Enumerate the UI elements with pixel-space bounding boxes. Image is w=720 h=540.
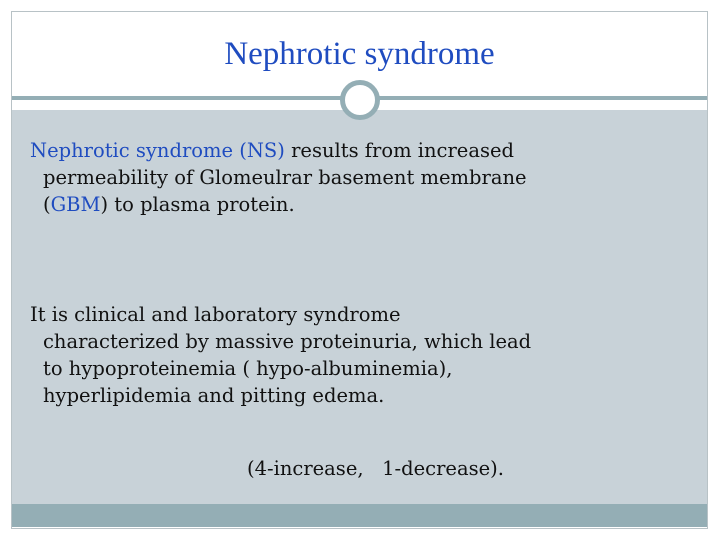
paragraph-line: characterized by massive proteinuria, which lead bbox=[43, 330, 532, 353]
paragraph-line: hyperlipidemia and pitting edema. bbox=[43, 384, 385, 407]
paragraph-description bbox=[30, 301, 680, 409]
abbreviation-highlight: GBM bbox=[50, 193, 101, 216]
term-highlight: Nephrotic syndrome (NS) bbox=[30, 139, 285, 162]
paragraph-line: permeability of Glomeulrar basement membrane bbox=[43, 166, 527, 189]
paragraph-definition bbox=[30, 137, 680, 218]
paragraph-line bbox=[30, 137, 680, 164]
circle-ornament-icon bbox=[340, 80, 380, 120]
paragraph-line: to hypoproteinemia ( hypo-albuminemia), bbox=[43, 357, 453, 380]
slide-title: Nephrotic syndrome bbox=[224, 36, 495, 72]
paragraph-line bbox=[30, 191, 680, 218]
footer-bar bbox=[12, 504, 707, 527]
text-run: ) to plasma protein. bbox=[100, 193, 295, 216]
text-run: results from increased bbox=[284, 139, 514, 162]
paragraph-line: It is clinical and laboratory syndrome bbox=[30, 303, 401, 326]
text-run: ( bbox=[43, 193, 51, 216]
summary-note: (4-increase, 1-decrease). bbox=[247, 457, 504, 480]
